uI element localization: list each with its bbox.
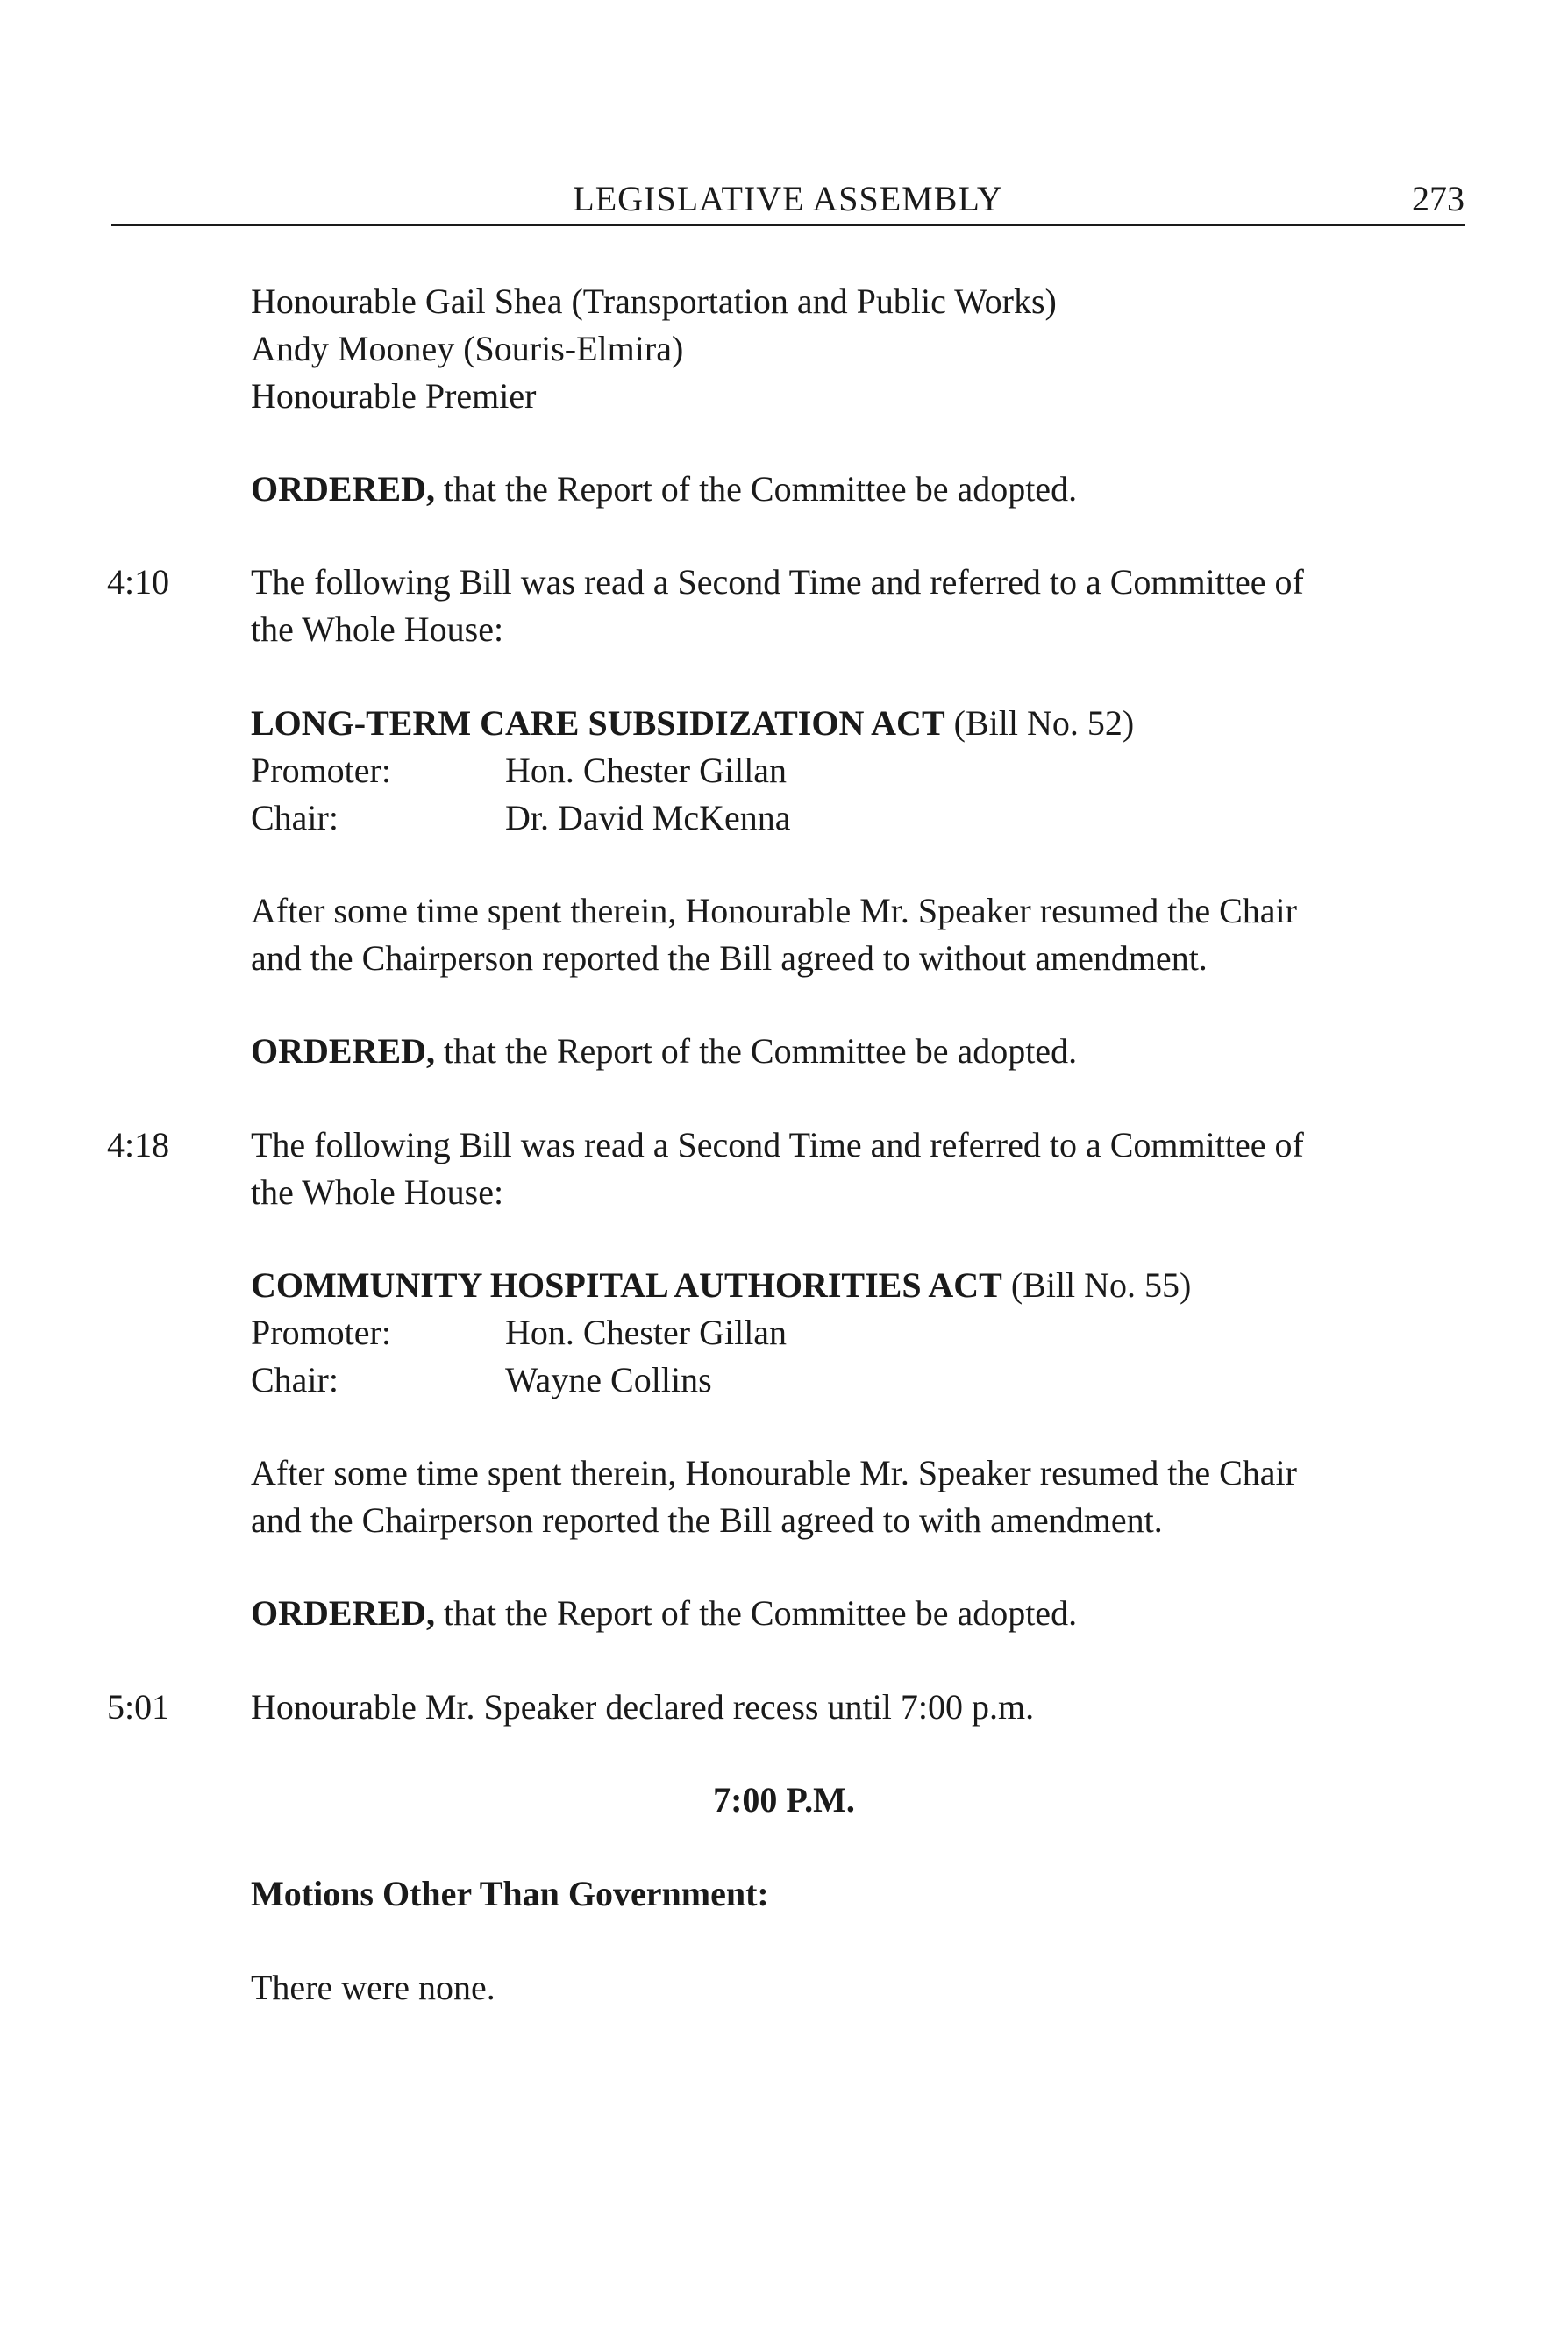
chair-name: Dr. David McKenna xyxy=(505,798,791,837)
promoter-line xyxy=(251,1309,787,1357)
chair-line xyxy=(251,794,790,842)
member-line: Andy Mooney (Souris-Elmira) xyxy=(251,329,684,368)
promoter-line xyxy=(251,747,787,794)
chair-name: Wayne Collins xyxy=(505,1360,712,1399)
ordered-text: that the Report of the Committee be adopted. xyxy=(435,1031,1078,1071)
report-line: and the Chairperson reported the Bill agreed to with amendment. xyxy=(251,1500,1163,1540)
bill-title-line xyxy=(251,1262,1191,1309)
bill-title: COMMUNITY HOSPITAL AUTHORITIES ACT xyxy=(251,1265,1002,1305)
time-stamp: 4:18 xyxy=(107,1125,170,1164)
ordered-label: ORDERED, xyxy=(251,1593,436,1633)
evening-heading: 7:00 P.M. xyxy=(713,1780,855,1820)
time-stamp: 4:10 xyxy=(107,562,170,602)
page-header xyxy=(111,172,1465,226)
report-line: After some time spent therein, Honourable Mr. Speaker resumed the Chair xyxy=(251,1453,1297,1492)
bill-number: (Bill No. 52) xyxy=(944,703,1135,743)
report-line: After some time spent therein, Honourable Mr. Speaker resumed the Chair xyxy=(251,891,1297,930)
ordered-paragraph xyxy=(251,466,1077,513)
bill-number: (Bill No. 55) xyxy=(1001,1265,1192,1305)
bill-title-line xyxy=(251,700,1134,747)
chair-label: Chair: xyxy=(251,1360,339,1399)
ordered-label: ORDERED, xyxy=(251,1031,436,1071)
chair-line xyxy=(251,1357,712,1404)
section-heading: Motions Other Than Government: xyxy=(251,1874,769,1913)
entry-line: The following Bill was read a Second Time and referred to a Committee of xyxy=(251,562,1304,602)
report-line: and the Chairperson reported the Bill agreed to without amendment. xyxy=(251,938,1208,978)
header-rule xyxy=(111,224,1465,226)
entry-line: Honourable Mr. Speaker declared recess until 7:00 p.m. xyxy=(251,1687,1035,1727)
ordered-paragraph xyxy=(251,1590,1077,1637)
entry-line: the Whole House: xyxy=(251,1172,504,1212)
chair-label: Chair: xyxy=(251,798,339,837)
page-number: 273 xyxy=(1412,179,1465,218)
header-title: LEGISLATIVE ASSEMBLY xyxy=(573,179,1003,218)
member-line: Honourable Premier xyxy=(251,376,537,416)
member-line: Honourable Gail Shea (Transportation and Public Works) xyxy=(251,281,1057,321)
ordered-text: that the Report of the Committee be adopted. xyxy=(435,1593,1078,1633)
bill-title: LONG-TERM CARE SUBSIDIZATION ACT xyxy=(251,703,945,743)
section-body: There were none. xyxy=(251,1968,495,2007)
entry-line: The following Bill was read a Second Time and referred to a Committee of xyxy=(251,1125,1304,1164)
promoter-label: Promoter: xyxy=(251,1313,391,1352)
ordered-label: ORDERED, xyxy=(251,469,436,509)
ordered-text: that the Report of the Committee be adopted. xyxy=(435,469,1078,509)
promoter-name: Hon. Chester Gillan xyxy=(505,1313,788,1352)
promoter-label: Promoter: xyxy=(251,751,391,790)
entry-line: the Whole House: xyxy=(251,609,504,649)
promoter-name: Hon. Chester Gillan xyxy=(505,751,788,790)
time-stamp: 5:01 xyxy=(107,1687,170,1727)
ordered-paragraph xyxy=(251,1028,1077,1075)
